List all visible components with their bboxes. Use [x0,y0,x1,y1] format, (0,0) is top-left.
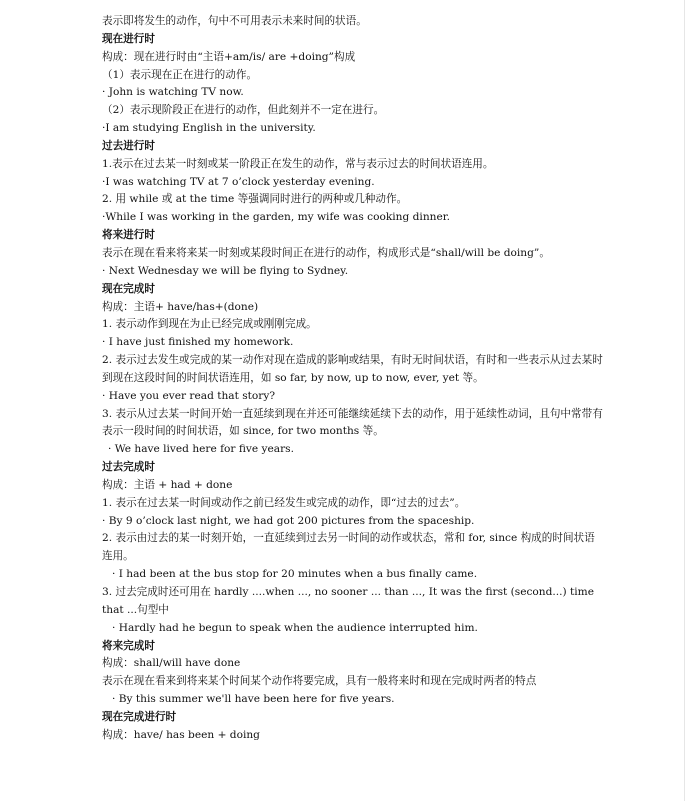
text-line: 表示在现在看来将来某一时刻或某段时间正在进行的动作，构成形式是“shall/will be doing”。 [102,246,550,259]
example-line: ·I am studying English in the university. [102,122,316,135]
section-heading-present-continuous: 现在进行时 [102,32,155,45]
text-line: 构成：现在进行时由“主语+am/is/ are +doing”构成 [102,50,356,63]
text-line: 构成：have/ has been + doing [102,728,260,741]
example-line: · John is watching TV now. [102,86,244,99]
example-line: · I have just finished my homework. [102,336,294,349]
text-line: 1.表示在过去某一时刻或某一阶段正在发生的动作，常与表示过去的时间状语连用。 [102,157,494,170]
section-heading-future-continuous: 将来进行时 [102,229,155,242]
example-line: · By this summer we'll have been here for five years. [112,693,395,706]
text-line: 构成：主语+ have/has+(done) [102,300,259,313]
section-heading-present-perfect-continuous: 现在完成进行时 [102,710,177,723]
text-paragraph: 2. 表示过去发生或完成的某一动作对现在造成的影响或结果，有时无时间状语，有时和一些表示从过去某时到现在这段时间的时间状语连用，如 so far, by now, up to now, ever, yet 等。 [102,354,603,384]
text-line: 1. 表示动作到现在为止已经完成或刚刚完成。 [102,318,317,331]
text-paragraph: 2. 表示由过去的某一时刻开始，一直延续到过去另一时间的动作或状态，常和 for, since 构成的时间状语连用。 [102,532,595,563]
example-line: · I had been at the bus stop for 20 minutes when a bus finally came. [112,568,478,581]
text-paragraph: 3. 过去完成时还可用在 hardly ....when ..., no sooner ... than ..., It was the first (second...) time that ...句型中 [102,586,594,616]
text-line: 构成：主语 + had + done [102,478,233,491]
section-heading-future-perfect: 将来完成时 [102,639,155,652]
example-line: ·I was watching TV at 7 o’clock yesterday evening. [102,175,375,188]
text-line: （2）表示现阶段正在进行的动作，但此刻并不一定在进行。 [102,104,385,117]
example-line: ·While I was working in the garden, my wife was cooking dinner. [102,211,451,224]
section-heading-past-perfect: 过去完成时 [102,461,155,474]
example-line: · Next Wednesday we will be flying to Sydney. [102,264,349,277]
text-paragraph: 表示在现在看来到将来某个时间某个动作将要完成，具有一般将来时和现在完成时两者的特点 [102,675,537,688]
text-paragraph: 3. 表示从过去某一时间开始一直延续到现在并还可能继续延续下去的动作，用于延续性动词，且句中常带有表示一段时间的时间状语，如 since, for two months 等。 [102,407,603,438]
text-line: 2. 用 while 或 at the time 等强调同时进行的两种或几种动作。 [102,193,408,206]
section-heading-past-continuous: 过去进行时 [102,139,155,152]
text-line: 1. 表示在过去某一时间或动作之前已经发生或完成的动作，即“过去的过去”。 [102,496,466,509]
example-line: · We have lived here for five years. [108,443,294,456]
example-line: · Have you ever read that story? [102,389,276,402]
example-line: · By 9 o’clock last night, we had got 200 pictures from the spaceship. [102,514,475,527]
section-heading-present-perfect: 现在完成时 [102,282,155,295]
text-line: 表示即将发生的动作，句中不可用表示未来时间的状语。 [102,15,367,27]
example-line: · Hardly had he begun to speak when the audience interrupted him. [112,621,478,634]
text-line: （1）表示现在正在进行的动作。 [102,68,258,81]
text-line: 构成：shall/will have done [102,657,241,670]
